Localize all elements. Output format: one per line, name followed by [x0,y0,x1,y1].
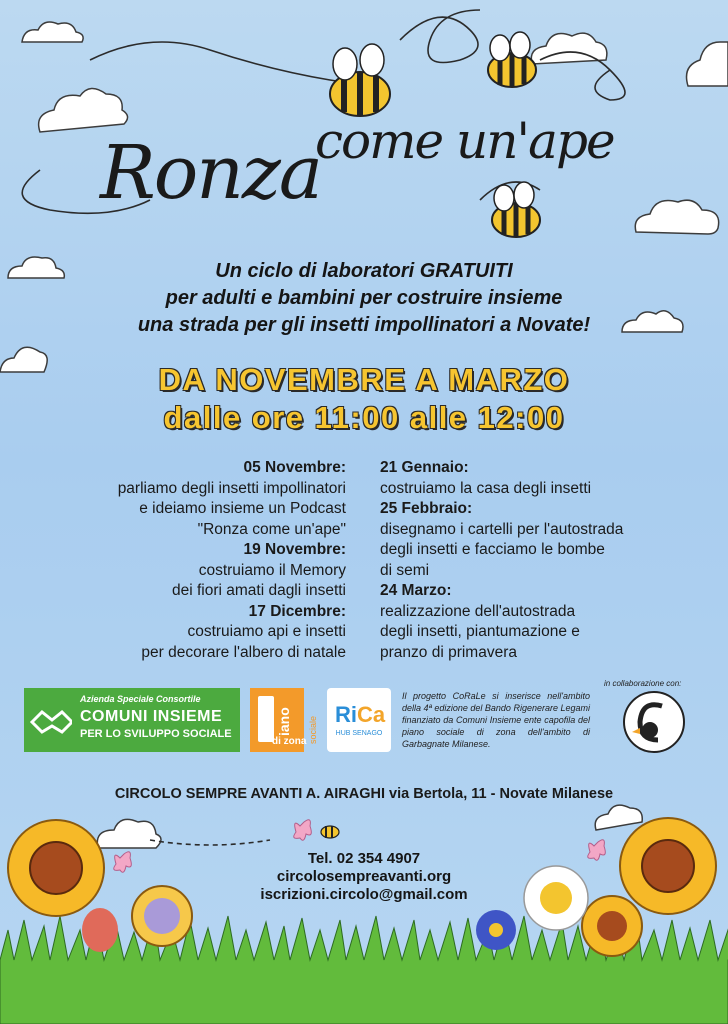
title-ronza: Ronza [100,130,322,216]
piano-di-zona-logo [250,688,316,752]
handshake-icon [30,704,72,738]
tulip-icon [82,908,118,952]
title-come-un-ape: come un'ape [315,112,614,170]
schedule-text: costruiamo la casa degli insetti [380,479,592,497]
schedule-text: parliamo degli insetti impollinatori [117,479,346,497]
logo-text: COMUNI INSIEME [80,708,223,725]
schedule-text: realizzazione dell'autostrada [380,602,576,620]
schedule-left [20,458,346,663]
logo-text: iano [276,707,292,736]
email: iscrizioni.circolo@gmail.com [260,886,468,903]
project-text: Il progetto CoRaLe si inserisce nell'ambito della 4ª edizione del Bando Rigenerare Legami finanziato da Comuni Insieme ente capofila del piano sociale di zona dell'ambito di Garbagnate Milanese. [402,691,590,749]
logo-text: Azienda Speciale Consortile [80,694,201,704]
period-months: DA NOVEMBRE A MARZO [158,362,570,397]
bee-icon [492,182,540,237]
bee-icon [330,44,390,116]
intro-line: per adulti e bambini per costruire insieme [165,287,563,309]
schedule-date: 21 Gennaio: [380,459,469,476]
bee-icon [321,826,339,838]
sunflower-icon [582,896,642,956]
cloud-icon [687,42,728,86]
phone: Tel. 02 354 4907 [307,850,421,867]
butterfly-icon [294,820,312,841]
schedule-text: e ideiamo insieme un Podcast [139,500,346,517]
schedule-date: 24 Marzo: [380,582,452,599]
address: CIRCOLO SEMPRE AVANTI A. AIRAGHI via Bertola, 11 - Novate Milanese [114,786,614,802]
rica-logo [327,688,391,752]
schedule-right [380,458,710,663]
schedule-text: per decorare l'albero di natale [141,643,346,661]
schedule-text: disegnamo i cartelli per l'autostrada [380,520,624,538]
website: circolosempreavanti.org [276,868,452,885]
bee-icon [488,32,536,87]
cloud-icon [39,88,128,132]
schedule-date: 17 Dicembre: [248,602,346,620]
schedule-text: di semi [380,561,430,579]
schedule-text: costruiamo api e insetti [187,623,346,640]
schedule-text: degli insetti, piantumazione e [380,623,580,640]
schedule-text: dei fiori amati dagli insetti [171,582,346,599]
logo-text: HUB SENAGO [335,730,383,737]
schedule-text: costruiamo il Memory [198,561,346,579]
cloud-icon [97,819,161,848]
schedule-date: 25 Febbraio: [380,500,473,517]
period-hours: dalle ore 11:00 alle 12:00 [163,400,565,435]
logo-text: PER LO SVILUPPO SOCIALE [80,728,232,740]
comuni-insieme-logo [24,688,240,752]
intro-line: Un ciclo di laboratori GRATUITI [215,260,513,282]
cloud-icon [635,200,718,234]
logo-text: RiCa [335,702,386,727]
collab-label: in collaborazione con: [604,679,682,688]
schedule-date: 05 Novembre: [243,459,346,476]
flower-icon [476,910,516,950]
schedule-text: degli insetti e facciamo le bombe [380,541,605,558]
logo-text: di zona [272,736,307,747]
schedule-text: "Ronza come un'ape" [197,520,346,538]
intro-text [0,258,728,339]
intro-line: una strada per gli insetti impollinatori a Novate! [137,314,591,336]
schedule-text: pranzo di primavera [380,643,517,661]
partner-bird-logo [622,690,686,754]
cloud-icon [22,22,83,42]
schedule-date: 19 Novembre: [243,541,346,558]
cloud-icon [595,805,642,830]
logo-text: sociale [308,715,318,744]
